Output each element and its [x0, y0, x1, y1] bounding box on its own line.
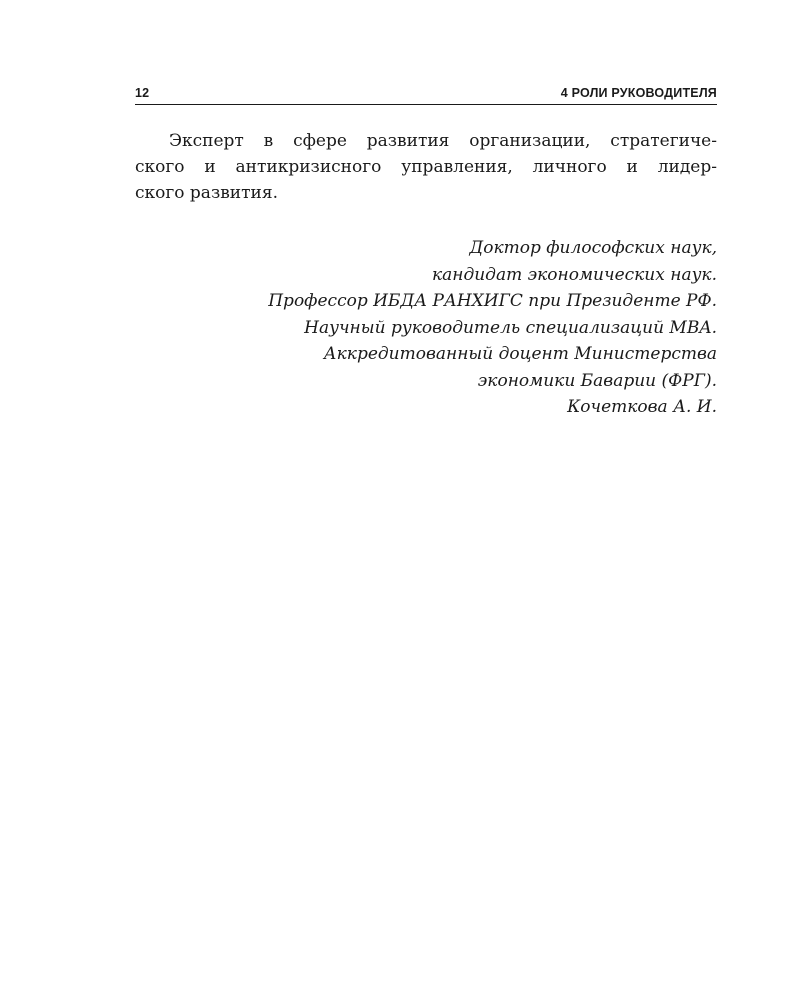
- author-name: Кочеткова А. И.: [567, 397, 717, 417]
- signature-line: экономики Баварии (ФРГ).: [477, 370, 717, 391]
- body-paragraph: [135, 128, 717, 206]
- paragraph-line: ского и антикризисного управления, личного и лидер-: [135, 157, 717, 177]
- signature-line: Аккредитованный доцент Министерства: [323, 344, 717, 364]
- author-signature-block: [135, 235, 717, 421]
- chapter-title: 4 РОЛИ РУКОВОДИТЕЛЯ: [560, 86, 717, 100]
- page-number: 12: [135, 86, 150, 100]
- running-header: [135, 84, 717, 105]
- signature-line: кандидат экономических наук.: [431, 264, 717, 285]
- paragraph-line: Эксперт в сфере развития организации, стратегиче-: [169, 131, 717, 151]
- signature-line: Научный руководитель специализаций MBA.: [304, 317, 717, 338]
- paragraph-line: ского развития.: [135, 183, 278, 203]
- signature-line: Доктор философских наук,: [469, 238, 717, 258]
- signature-line: Профессор ИБДА РАНХИГС при Президенте РФ.: [268, 291, 717, 311]
